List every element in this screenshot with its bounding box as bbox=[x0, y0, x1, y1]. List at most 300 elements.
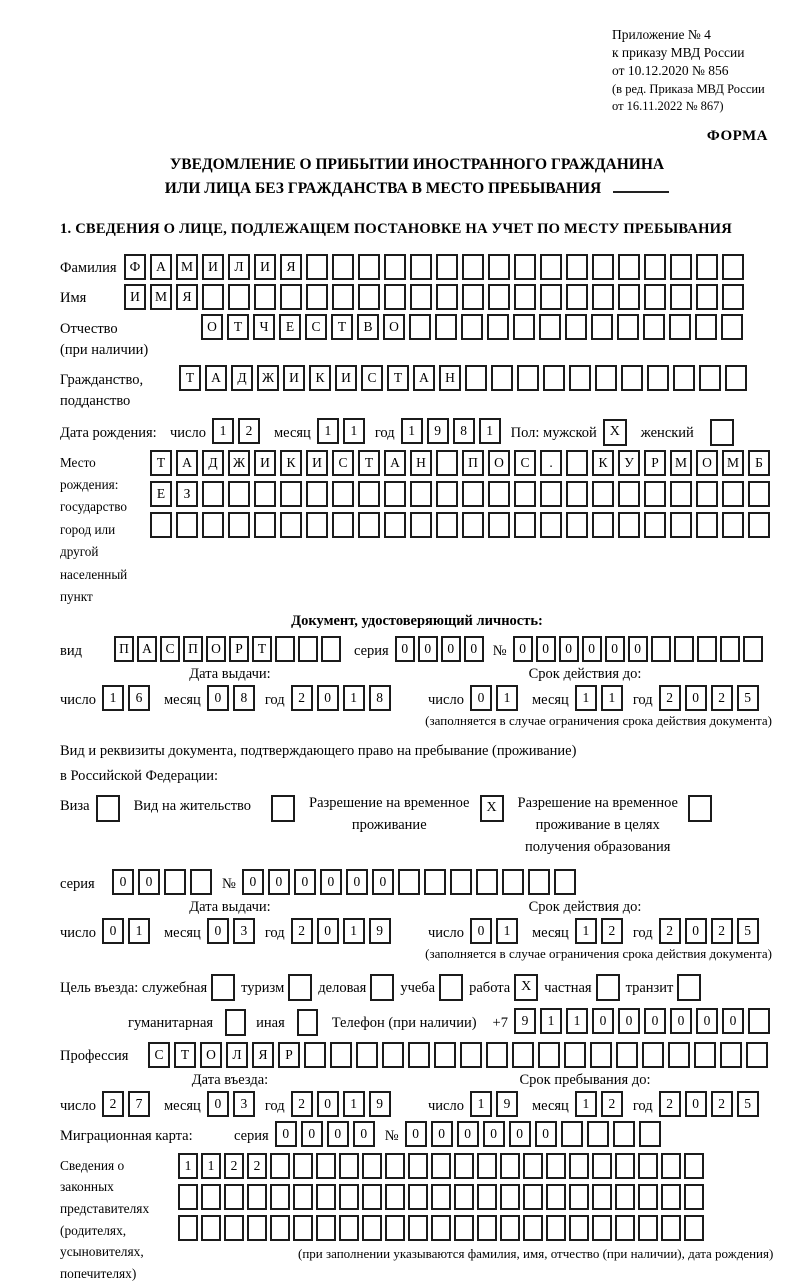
char-cell[interactable] bbox=[699, 365, 721, 391]
char-cell[interactable] bbox=[462, 254, 484, 280]
char-cell[interactable]: О bbox=[200, 1042, 222, 1068]
char-cell[interactable] bbox=[254, 512, 276, 538]
char-cell[interactable] bbox=[500, 1215, 520, 1241]
char-cell[interactable] bbox=[514, 512, 536, 538]
char-cell[interactable]: 0 bbox=[242, 869, 264, 895]
char-cell[interactable]: Т bbox=[331, 314, 353, 340]
char-cell[interactable] bbox=[356, 1042, 378, 1068]
char-cell[interactable] bbox=[247, 1184, 267, 1210]
char-cell[interactable] bbox=[523, 1215, 543, 1241]
char-cell[interactable]: 2 bbox=[711, 1091, 733, 1117]
char-cell[interactable] bbox=[566, 512, 588, 538]
char-cell[interactable]: 1 bbox=[601, 685, 623, 711]
char-cell[interactable] bbox=[270, 1184, 290, 1210]
char-cell[interactable]: 3 bbox=[233, 1091, 255, 1117]
char-cell[interactable]: П bbox=[114, 636, 134, 662]
char-cell[interactable]: 0 bbox=[536, 636, 556, 662]
char-cell[interactable]: Ж bbox=[228, 450, 250, 476]
char-cell[interactable]: 5 bbox=[737, 918, 759, 944]
char-cell[interactable] bbox=[644, 284, 666, 310]
purpose-official-checkbox[interactable] bbox=[211, 974, 235, 1001]
char-cell[interactable] bbox=[306, 512, 328, 538]
char-cell[interactable]: Е bbox=[150, 481, 172, 507]
temp-residence-education-checkbox[interactable] bbox=[688, 795, 712, 822]
char-cell[interactable] bbox=[564, 1042, 586, 1068]
char-cell[interactable]: 0 bbox=[138, 869, 160, 895]
char-cell[interactable]: 0 bbox=[372, 869, 394, 895]
char-cell[interactable] bbox=[164, 869, 186, 895]
char-cell[interactable]: Я bbox=[280, 254, 302, 280]
purpose-humanitarian-checkbox[interactable] bbox=[225, 1009, 246, 1036]
char-cell[interactable]: 1 bbox=[343, 918, 365, 944]
char-cell[interactable] bbox=[565, 314, 587, 340]
char-cell[interactable] bbox=[435, 314, 457, 340]
char-cell[interactable]: 1 bbox=[575, 918, 597, 944]
char-cell[interactable] bbox=[488, 481, 510, 507]
char-cell[interactable] bbox=[543, 365, 565, 391]
char-cell[interactable] bbox=[293, 1153, 313, 1179]
char-cell[interactable] bbox=[454, 1153, 474, 1179]
char-cell[interactable]: Ф bbox=[124, 254, 146, 280]
char-cell[interactable]: 0 bbox=[535, 1121, 557, 1147]
char-cell[interactable]: Ж bbox=[257, 365, 279, 391]
char-cell[interactable]: О bbox=[201, 314, 223, 340]
char-cell[interactable]: 1 bbox=[343, 1091, 365, 1117]
char-cell[interactable] bbox=[746, 1042, 768, 1068]
char-cell[interactable]: 0 bbox=[112, 869, 134, 895]
char-cell[interactable] bbox=[684, 1215, 704, 1241]
char-cell[interactable] bbox=[566, 481, 588, 507]
char-cell[interactable] bbox=[643, 314, 665, 340]
char-cell[interactable]: 2 bbox=[291, 685, 313, 711]
char-cell[interactable]: С bbox=[361, 365, 383, 391]
char-cell[interactable] bbox=[697, 636, 717, 662]
char-cell[interactable] bbox=[362, 1184, 382, 1210]
char-cell[interactable]: М bbox=[150, 284, 172, 310]
char-cell[interactable]: С bbox=[514, 450, 536, 476]
char-cell[interactable]: 3 bbox=[233, 918, 255, 944]
char-cell[interactable] bbox=[330, 1042, 352, 1068]
char-cell[interactable] bbox=[316, 1215, 336, 1241]
char-cell[interactable]: 1 bbox=[343, 685, 365, 711]
char-cell[interactable] bbox=[616, 1042, 638, 1068]
char-cell[interactable]: 2 bbox=[238, 418, 260, 444]
char-cell[interactable]: А bbox=[413, 365, 435, 391]
char-cell[interactable] bbox=[202, 481, 224, 507]
char-cell[interactable]: Р bbox=[644, 450, 666, 476]
char-cell[interactable]: 2 bbox=[659, 918, 681, 944]
char-cell[interactable]: А bbox=[384, 450, 406, 476]
char-cell[interactable] bbox=[228, 481, 250, 507]
char-cell[interactable]: 0 bbox=[317, 685, 339, 711]
char-cell[interactable] bbox=[385, 1215, 405, 1241]
char-cell[interactable] bbox=[316, 1153, 336, 1179]
char-cell[interactable] bbox=[720, 1042, 742, 1068]
char-cell[interactable]: 2 bbox=[601, 918, 623, 944]
char-cell[interactable]: П bbox=[462, 450, 484, 476]
char-cell[interactable] bbox=[178, 1184, 198, 1210]
char-cell[interactable]: Т bbox=[227, 314, 249, 340]
char-cell[interactable]: 2 bbox=[291, 918, 313, 944]
char-cell[interactable] bbox=[436, 284, 458, 310]
char-cell[interactable] bbox=[465, 365, 487, 391]
char-cell[interactable]: С bbox=[305, 314, 327, 340]
sex-female-checkbox[interactable] bbox=[710, 419, 734, 446]
char-cell[interactable]: И bbox=[335, 365, 357, 391]
char-cell[interactable] bbox=[569, 1215, 589, 1241]
char-cell[interactable]: 0 bbox=[405, 1121, 427, 1147]
char-cell[interactable]: 1 bbox=[178, 1153, 198, 1179]
char-cell[interactable]: А bbox=[150, 254, 172, 280]
char-cell[interactable] bbox=[569, 1153, 589, 1179]
char-cell[interactable] bbox=[638, 1215, 658, 1241]
char-cell[interactable]: 0 bbox=[685, 685, 707, 711]
char-cell[interactable]: 0 bbox=[513, 636, 533, 662]
char-cell[interactable]: Я bbox=[252, 1042, 274, 1068]
char-cell[interactable]: З bbox=[176, 481, 198, 507]
char-cell[interactable] bbox=[358, 284, 380, 310]
char-cell[interactable] bbox=[684, 1184, 704, 1210]
char-cell[interactable]: К bbox=[280, 450, 302, 476]
char-cell[interactable] bbox=[722, 481, 744, 507]
char-cell[interactable] bbox=[587, 1121, 609, 1147]
char-cell[interactable]: 1 bbox=[575, 685, 597, 711]
char-cell[interactable]: 0 bbox=[317, 1091, 339, 1117]
char-cell[interactable] bbox=[477, 1184, 497, 1210]
char-cell[interactable] bbox=[270, 1215, 290, 1241]
char-cell[interactable] bbox=[462, 512, 484, 538]
char-cell[interactable]: 1 bbox=[343, 418, 365, 444]
char-cell[interactable] bbox=[569, 1184, 589, 1210]
char-cell[interactable] bbox=[408, 1184, 428, 1210]
char-cell[interactable]: 2 bbox=[711, 918, 733, 944]
char-cell[interactable] bbox=[332, 254, 354, 280]
char-cell[interactable]: К bbox=[309, 365, 331, 391]
char-cell[interactable]: В bbox=[357, 314, 379, 340]
char-cell[interactable]: 0 bbox=[644, 1008, 666, 1034]
char-cell[interactable] bbox=[725, 365, 747, 391]
char-cell[interactable] bbox=[694, 1042, 716, 1068]
char-cell[interactable] bbox=[517, 365, 539, 391]
char-cell[interactable]: 8 bbox=[369, 685, 391, 711]
char-cell[interactable] bbox=[502, 869, 524, 895]
char-cell[interactable] bbox=[615, 1215, 635, 1241]
char-cell[interactable]: 0 bbox=[268, 869, 290, 895]
char-cell[interactable] bbox=[254, 481, 276, 507]
char-cell[interactable]: Л bbox=[228, 254, 250, 280]
purpose-tourism-checkbox[interactable] bbox=[288, 974, 312, 1001]
char-cell[interactable]: И bbox=[254, 450, 276, 476]
char-cell[interactable] bbox=[410, 512, 432, 538]
char-cell[interactable] bbox=[514, 284, 536, 310]
char-cell[interactable] bbox=[362, 1153, 382, 1179]
char-cell[interactable] bbox=[385, 1153, 405, 1179]
char-cell[interactable] bbox=[618, 284, 640, 310]
char-cell[interactable]: 9 bbox=[369, 1091, 391, 1117]
char-cell[interactable] bbox=[670, 512, 692, 538]
char-cell[interactable] bbox=[280, 512, 302, 538]
char-cell[interactable] bbox=[362, 1215, 382, 1241]
char-cell[interactable] bbox=[247, 1215, 267, 1241]
char-cell[interactable]: Р bbox=[278, 1042, 300, 1068]
char-cell[interactable]: 0 bbox=[395, 636, 415, 662]
char-cell[interactable] bbox=[615, 1153, 635, 1179]
char-cell[interactable]: 0 bbox=[559, 636, 579, 662]
char-cell[interactable] bbox=[669, 314, 691, 340]
char-cell[interactable] bbox=[590, 1042, 612, 1068]
char-cell[interactable] bbox=[410, 284, 432, 310]
char-cell[interactable] bbox=[339, 1153, 359, 1179]
char-cell[interactable]: 0 bbox=[470, 918, 492, 944]
char-cell[interactable] bbox=[540, 512, 562, 538]
char-cell[interactable] bbox=[385, 1184, 405, 1210]
char-cell[interactable] bbox=[673, 365, 695, 391]
char-cell[interactable] bbox=[150, 512, 172, 538]
purpose-work-checkbox[interactable]: X bbox=[514, 974, 538, 1001]
char-cell[interactable]: С bbox=[160, 636, 180, 662]
char-cell[interactable]: Д bbox=[202, 450, 224, 476]
char-cell[interactable] bbox=[748, 481, 770, 507]
char-cell[interactable]: 1 bbox=[201, 1153, 221, 1179]
char-cell[interactable]: И bbox=[124, 284, 146, 310]
char-cell[interactable] bbox=[523, 1184, 543, 1210]
char-cell[interactable]: 0 bbox=[605, 636, 625, 662]
char-cell[interactable]: Л bbox=[226, 1042, 248, 1068]
char-cell[interactable] bbox=[434, 1042, 456, 1068]
char-cell[interactable] bbox=[592, 1184, 612, 1210]
char-cell[interactable]: 5 bbox=[737, 1091, 759, 1117]
char-cell[interactable]: 0 bbox=[464, 636, 484, 662]
char-cell[interactable] bbox=[384, 481, 406, 507]
char-cell[interactable] bbox=[539, 314, 561, 340]
char-cell[interactable] bbox=[410, 254, 432, 280]
temp-residence-checkbox[interactable]: X bbox=[480, 795, 504, 822]
char-cell[interactable] bbox=[488, 254, 510, 280]
char-cell[interactable] bbox=[332, 284, 354, 310]
char-cell[interactable]: 2 bbox=[247, 1153, 267, 1179]
char-cell[interactable]: . bbox=[540, 450, 562, 476]
char-cell[interactable] bbox=[696, 254, 718, 280]
char-cell[interactable] bbox=[339, 1215, 359, 1241]
char-cell[interactable] bbox=[190, 869, 212, 895]
char-cell[interactable] bbox=[461, 314, 483, 340]
char-cell[interactable] bbox=[592, 284, 614, 310]
char-cell[interactable]: С bbox=[332, 450, 354, 476]
char-cell[interactable]: Т bbox=[387, 365, 409, 391]
char-cell[interactable] bbox=[408, 1215, 428, 1241]
char-cell[interactable]: 0 bbox=[483, 1121, 505, 1147]
residence-permit-checkbox[interactable] bbox=[271, 795, 295, 822]
char-cell[interactable]: Ч bbox=[253, 314, 275, 340]
char-cell[interactable]: 1 bbox=[540, 1008, 562, 1034]
char-cell[interactable] bbox=[621, 365, 643, 391]
char-cell[interactable] bbox=[304, 1042, 326, 1068]
char-cell[interactable] bbox=[670, 254, 692, 280]
char-cell[interactable] bbox=[431, 1153, 451, 1179]
char-cell[interactable]: 1 bbox=[479, 418, 501, 444]
char-cell[interactable] bbox=[224, 1184, 244, 1210]
char-cell[interactable] bbox=[450, 869, 472, 895]
char-cell[interactable]: 0 bbox=[327, 1121, 349, 1147]
char-cell[interactable] bbox=[513, 314, 535, 340]
char-cell[interactable]: 0 bbox=[353, 1121, 375, 1147]
char-cell[interactable] bbox=[228, 284, 250, 310]
char-cell[interactable]: А bbox=[137, 636, 157, 662]
char-cell[interactable]: 0 bbox=[441, 636, 461, 662]
char-cell[interactable]: М bbox=[722, 450, 744, 476]
char-cell[interactable]: 0 bbox=[628, 636, 648, 662]
char-cell[interactable] bbox=[661, 1215, 681, 1241]
char-cell[interactable] bbox=[202, 284, 224, 310]
char-cell[interactable] bbox=[592, 1215, 612, 1241]
char-cell[interactable]: С bbox=[148, 1042, 170, 1068]
char-cell[interactable] bbox=[569, 365, 591, 391]
char-cell[interactable] bbox=[722, 284, 744, 310]
char-cell[interactable] bbox=[674, 636, 694, 662]
char-cell[interactable]: 0 bbox=[685, 1091, 707, 1117]
char-cell[interactable]: Н bbox=[439, 365, 461, 391]
char-cell[interactable] bbox=[486, 1042, 508, 1068]
char-cell[interactable]: 9 bbox=[496, 1091, 518, 1117]
char-cell[interactable]: О bbox=[696, 450, 718, 476]
char-cell[interactable] bbox=[566, 450, 588, 476]
char-cell[interactable] bbox=[644, 512, 666, 538]
char-cell[interactable] bbox=[410, 481, 432, 507]
char-cell[interactable]: 1 bbox=[317, 418, 339, 444]
char-cell[interactable] bbox=[615, 1184, 635, 1210]
char-cell[interactable] bbox=[670, 284, 692, 310]
char-cell[interactable]: 8 bbox=[233, 685, 255, 711]
char-cell[interactable]: 1 bbox=[401, 418, 423, 444]
purpose-business-checkbox[interactable] bbox=[370, 974, 394, 1001]
char-cell[interactable] bbox=[639, 1121, 661, 1147]
char-cell[interactable] bbox=[460, 1042, 482, 1068]
char-cell[interactable]: 0 bbox=[618, 1008, 640, 1034]
char-cell[interactable]: 0 bbox=[207, 918, 229, 944]
char-cell[interactable]: 0 bbox=[509, 1121, 531, 1147]
char-cell[interactable]: Т bbox=[252, 636, 272, 662]
purpose-study-checkbox[interactable] bbox=[439, 974, 463, 1001]
char-cell[interactable]: Б bbox=[748, 450, 770, 476]
char-cell[interactable]: 2 bbox=[711, 685, 733, 711]
char-cell[interactable] bbox=[454, 1184, 474, 1210]
char-cell[interactable]: 2 bbox=[659, 1091, 681, 1117]
char-cell[interactable] bbox=[201, 1184, 221, 1210]
char-cell[interactable] bbox=[512, 1042, 534, 1068]
char-cell[interactable] bbox=[454, 1215, 474, 1241]
char-cell[interactable] bbox=[748, 512, 770, 538]
char-cell[interactable] bbox=[592, 254, 614, 280]
char-cell[interactable] bbox=[720, 636, 740, 662]
char-cell[interactable] bbox=[476, 869, 498, 895]
char-cell[interactable]: Е bbox=[279, 314, 301, 340]
char-cell[interactable]: Я bbox=[176, 284, 198, 310]
char-cell[interactable] bbox=[201, 1215, 221, 1241]
char-cell[interactable]: 1 bbox=[212, 418, 234, 444]
char-cell[interactable]: 9 bbox=[427, 418, 449, 444]
char-cell[interactable]: 1 bbox=[128, 918, 150, 944]
char-cell[interactable] bbox=[661, 1184, 681, 1210]
char-cell[interactable] bbox=[228, 512, 250, 538]
char-cell[interactable]: 0 bbox=[207, 1091, 229, 1117]
char-cell[interactable] bbox=[592, 512, 614, 538]
char-cell[interactable]: П bbox=[183, 636, 203, 662]
char-cell[interactable] bbox=[647, 365, 669, 391]
char-cell[interactable]: Т bbox=[174, 1042, 196, 1068]
char-cell[interactable] bbox=[661, 1153, 681, 1179]
char-cell[interactable]: 0 bbox=[275, 1121, 297, 1147]
char-cell[interactable]: У bbox=[618, 450, 640, 476]
char-cell[interactable] bbox=[696, 512, 718, 538]
purpose-transit-checkbox[interactable] bbox=[677, 974, 701, 1001]
char-cell[interactable] bbox=[293, 1184, 313, 1210]
char-cell[interactable]: Д bbox=[231, 365, 253, 391]
char-cell[interactable] bbox=[339, 1184, 359, 1210]
char-cell[interactable] bbox=[748, 1008, 770, 1034]
char-cell[interactable] bbox=[651, 636, 671, 662]
char-cell[interactable] bbox=[477, 1215, 497, 1241]
char-cell[interactable]: Т bbox=[358, 450, 380, 476]
char-cell[interactable] bbox=[431, 1184, 451, 1210]
char-cell[interactable]: 0 bbox=[317, 918, 339, 944]
char-cell[interactable]: 8 bbox=[453, 418, 475, 444]
char-cell[interactable]: 6 bbox=[128, 685, 150, 711]
char-cell[interactable] bbox=[566, 284, 588, 310]
char-cell[interactable] bbox=[546, 1184, 566, 1210]
char-cell[interactable]: 2 bbox=[601, 1091, 623, 1117]
char-cell[interactable] bbox=[293, 1215, 313, 1241]
char-cell[interactable]: 0 bbox=[418, 636, 438, 662]
char-cell[interactable] bbox=[546, 1215, 566, 1241]
char-cell[interactable]: 1 bbox=[575, 1091, 597, 1117]
char-cell[interactable] bbox=[408, 1042, 430, 1068]
char-cell[interactable]: 1 bbox=[470, 1091, 492, 1117]
char-cell[interactable] bbox=[670, 481, 692, 507]
char-cell[interactable] bbox=[254, 284, 276, 310]
char-cell[interactable] bbox=[176, 512, 198, 538]
char-cell[interactable]: 5 bbox=[737, 685, 759, 711]
char-cell[interactable]: 0 bbox=[685, 918, 707, 944]
char-cell[interactable] bbox=[306, 284, 328, 310]
char-cell[interactable] bbox=[202, 512, 224, 538]
char-cell[interactable]: 9 bbox=[514, 1008, 536, 1034]
char-cell[interactable]: 0 bbox=[207, 685, 229, 711]
char-cell[interactable] bbox=[488, 512, 510, 538]
char-cell[interactable]: К bbox=[592, 450, 614, 476]
char-cell[interactable]: Т bbox=[179, 365, 201, 391]
char-cell[interactable] bbox=[224, 1215, 244, 1241]
char-cell[interactable] bbox=[668, 1042, 690, 1068]
char-cell[interactable] bbox=[613, 1121, 635, 1147]
char-cell[interactable]: А bbox=[176, 450, 198, 476]
char-cell[interactable]: М bbox=[670, 450, 692, 476]
char-cell[interactable] bbox=[554, 869, 576, 895]
char-cell[interactable] bbox=[538, 1042, 560, 1068]
char-cell[interactable] bbox=[409, 314, 431, 340]
char-cell[interactable] bbox=[722, 512, 744, 538]
char-cell[interactable]: 0 bbox=[346, 869, 368, 895]
char-cell[interactable]: 2 bbox=[102, 1091, 124, 1117]
char-cell[interactable]: 0 bbox=[431, 1121, 453, 1147]
char-cell[interactable] bbox=[644, 481, 666, 507]
char-cell[interactable]: И bbox=[283, 365, 305, 391]
char-cell[interactable] bbox=[695, 314, 717, 340]
char-cell[interactable] bbox=[424, 869, 446, 895]
char-cell[interactable] bbox=[321, 636, 341, 662]
char-cell[interactable]: 1 bbox=[566, 1008, 588, 1034]
char-cell[interactable]: 0 bbox=[320, 869, 342, 895]
char-cell[interactable] bbox=[540, 284, 562, 310]
